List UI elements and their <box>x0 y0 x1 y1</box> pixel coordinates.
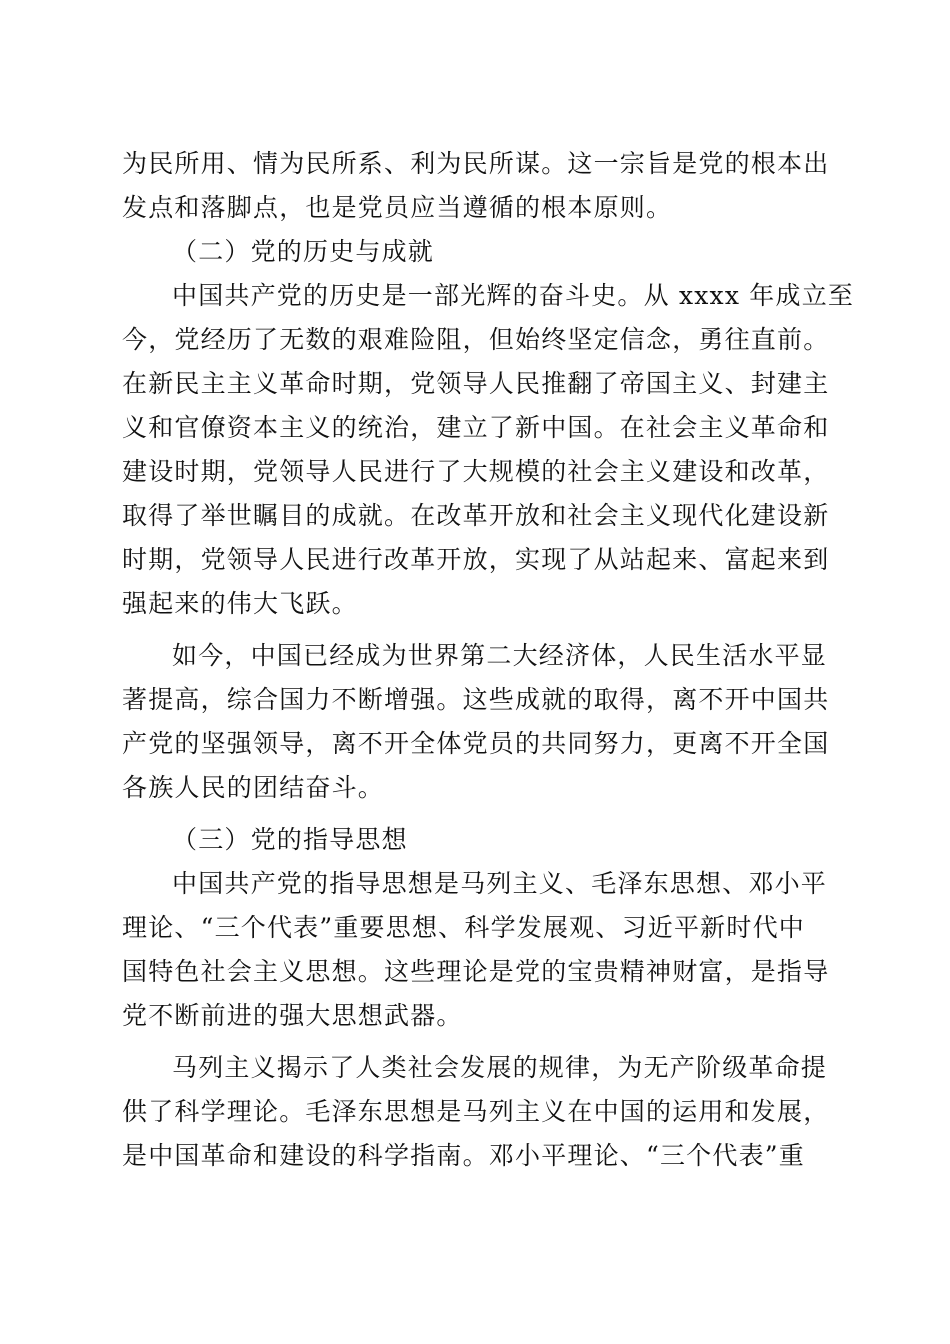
section-heading: （二）党的历史与成就 <box>172 237 435 266</box>
text-line: 为民所用、情为民所系、利为民所谋。这一宗旨是党的根本出 <box>122 149 830 178</box>
text-line: 党不断前进的强大思想武器。 <box>122 1001 463 1030</box>
paragraph-history-1 <box>122 274 855 626</box>
text-line: 马列主义揭示了人类社会发展的规律，为无产阶级革命提 <box>172 1053 828 1082</box>
document-body <box>122 142 855 1178</box>
section-heading-history <box>122 230 826 274</box>
text-line: 取得了举世瞩目的成就。在改革开放和社会主义现代化建设新 <box>122 501 830 530</box>
paragraph-history-2 <box>122 634 830 810</box>
paragraph-intro-end <box>122 142 830 230</box>
text-line: 是中国革命和建设的科学指南。邓小平理论、“三个代表”重 <box>122 1141 805 1170</box>
text-line: 中国共产党的指导思想是马列主义、毛泽东思想、邓小平 <box>172 869 828 898</box>
text-line: 中国共产党的历史是一部光辉的奋斗史。从 xxxx 年成立至 <box>172 281 855 310</box>
text-line: 建设时期，党领导人民进行了大规模的社会主义建设和改革， <box>122 457 830 486</box>
text-line: 国特色社会主义思想。这些理论是党的宝贵精神财富，是指导 <box>122 957 830 986</box>
paragraph-thought-2 <box>122 1046 830 1178</box>
text-line: 今，党经历了无数的艰难险阻，但始终坚定信念，勇往直前。 <box>122 325 830 354</box>
text-line: 理论、“三个代表”重要思想、科学发展观、习近平新时代中 <box>122 913 805 942</box>
text-line: 时期，党领导人民进行改革开放，实现了从站起来、富起来到 <box>122 545 830 574</box>
paragraph-thought-1 <box>122 862 830 1038</box>
text-line: 供了科学理论。毛泽东思想是马列主义在中国的运用和发展， <box>122 1097 830 1126</box>
text-line: 发点和落脚点，也是党员应当遵循的根本原则。 <box>122 193 673 222</box>
text-line: 产党的坚强领导，离不开全体党员的共同努力，更离不开全国 <box>122 729 830 758</box>
text-line: 义和官僚资本主义的统治，建立了新中国。在社会主义革命和 <box>122 413 830 442</box>
text-line: 著提高，综合国力不断增强。这些成就的取得，离不开中国共 <box>122 685 830 714</box>
section-heading-thought <box>122 818 826 862</box>
text-line: 如今，中国已经成为世界第二大经济体，人民生活水平显 <box>172 641 828 670</box>
text-line: 各族人民的团结奋斗。 <box>122 773 385 802</box>
section-heading: （三）党的指导思想 <box>172 825 408 854</box>
text-line: 强起来的伟大飞跃。 <box>122 589 358 618</box>
text-line: 在新民主主义革命时期，党领导人民推翻了帝国主义、封建主 <box>122 369 830 398</box>
